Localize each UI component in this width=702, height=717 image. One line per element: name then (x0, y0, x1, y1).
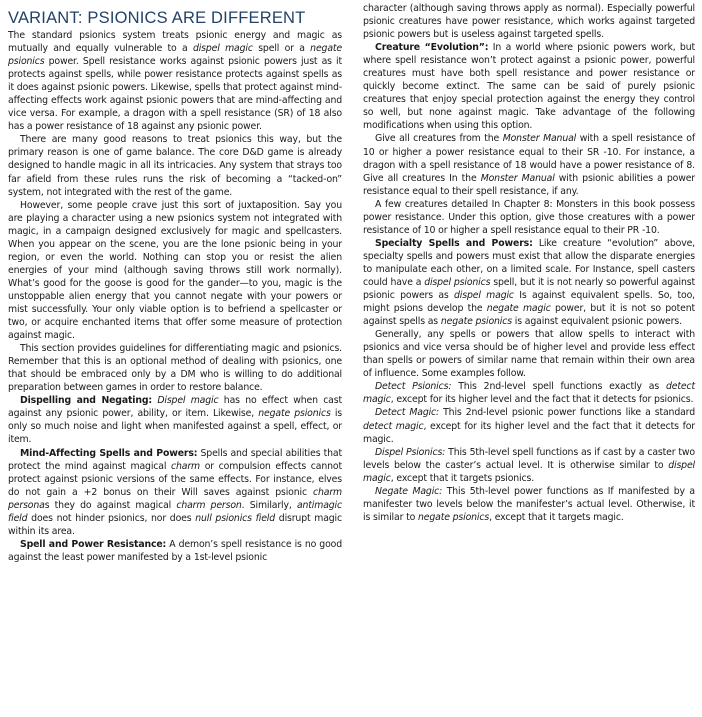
spell-name: charm (171, 460, 200, 472)
spell-name: charm person (176, 499, 242, 511)
text-run: power. Spell resistance works against psionic powers just as it protects against spells, while power resistance protects against spells as it does against psionic powers. Likewise, spells that protect against mind-affecting effects work against psionic powers that are mind-affecting and vice versa. For example, a dragon with a spell resistance (SR) of 18 also has a power resistance of 18 against any psionic power. (8, 56, 342, 133)
text-run: with a spell resistance of 10 or higher a power resistance equal to their SR -10. For instance, a dragon with a spell resistance of 18 would have a power resistance of 8. Give all creatures In the (363, 133, 695, 184)
paragraph-specialty (363, 237, 695, 328)
entry-name: Detect Magic: (375, 407, 440, 419)
power-name: negate magic (486, 303, 551, 315)
spell-name: detect magic (363, 381, 695, 406)
paragraph-creature-evolution (363, 41, 695, 132)
paragraph-guidelines: This section provides guidelines for differentiating magic and psionics. Remember that this is an optional method of dealing with psionics, one that should be embraced only by a DM who is willing to do additional preparation between games in order to restore balance. (8, 343, 342, 394)
text-run: Is against equivalent spells. So, too, might psions develop the (363, 290, 695, 315)
text-run: spell, but it is not nearly so powerful against psionic powers as (363, 276, 696, 302)
text-run: A demon’s spell resistance is no good against the least power manifested by a 1st-level psionic (8, 538, 342, 563)
text-run: is against equivalent psionic powers. (511, 316, 682, 328)
paragraph-dispelling-negating (8, 394, 342, 446)
text-run: Give all creatures from the (375, 133, 503, 145)
text-run: does not hinder psionics, nor does (27, 512, 196, 524)
text-run: Like creature “evolution” above, specialty spells and powers must exist that allow the disparate energies to manipulate each other, on a limited scale. For Instance, spell casters could have a (363, 237, 695, 288)
text-run: has no effect when cast against any psionic power, ability, or item. Likewise, (8, 395, 342, 420)
text-run: disrupt magic within its area. (8, 512, 342, 537)
text-run: In a world where psionic powers work, but where spell resistance won’t protect against a psionic power, powerful creatures must have both spell resistance and power resistance or quickly become extinct. The same can be said of purely psionic creatures that enjoy special protection against the energy they control so well, but none against magic. Take advantage of the following modifications when using this option. (363, 42, 695, 132)
power-name: charm persona (8, 486, 342, 511)
text-run: with psionic abilities a power resistance equal to their spell resistance, if any. (363, 172, 695, 197)
paragraph-heading: Spell and Power Resistance: (20, 538, 167, 550)
paragraph-standard-system (8, 29, 342, 133)
text-run: This 2nd-level spell functions exactly as (451, 381, 666, 393)
power-name: negate psionics (417, 511, 490, 523)
text-run: power, but it is not so potent against spells as (363, 303, 695, 328)
spell-name: detect magic (363, 420, 424, 432)
paragraph-game-balance: There are many good reasons to treat psionics this way, but the primary reason is one of game balance. The core D&D game is already designed to handle magic in all its intricacies. Any system that strays too far afield from these rules runs the risk of becoming a “tacked-on” system, not integrated with the rest of the game. (8, 134, 342, 198)
paragraph-heading: Creature “Evolution”: (375, 42, 489, 54)
paragraph-spell-power-resistance (8, 538, 342, 564)
power-name: negate psionics (440, 316, 512, 328)
paragraph-juxtaposition: However, some people crave just this sort of juxtaposition. Say you are playing a character using a new psionics system not integrated with magic, in a campaign designed exclusively for magic and spellcasters. When you appear on the scene, you are the lone psionic being in your region, or even the world. Nothing can stop you or resist the alien energies of your mind (although saving throws still work normally). What’s good for the goose is good for the gander—to you, magic is the unstoppable alien energy that you cannot negate with your powers or mist successfully. Your only viable option is to befriend a spellcaster or two, or acquire enchanted items that offer some measure of protection against magic. (8, 199, 342, 342)
spell-name: Dispel magic (157, 395, 219, 407)
power-name: negate psionics (8, 43, 343, 68)
entry-name: Dispel Psionics: (375, 446, 446, 458)
book-title: Monster Manual (502, 133, 577, 145)
paragraph-heading: Mind-Affecting Spells and Powers: (20, 447, 198, 459)
paragraph-continued: character (although saving throws apply as normal). Especially powerful psionic creatures have power resistance, which works against targeted psionic powers but is useless against targeted spells. (363, 3, 695, 41)
paragraph-generally: Generally, any spells or powers that allow spells to interact with psionics and vice versa should be of higher level and provide less effect than spells or powers of similar name that remain within their own area of influence. Some examples follow. (363, 329, 695, 380)
paragraph-chapter-8: A few creatures detailed In Chapter 8: Monsters in this book possess power resistance. Under this option, give those creatures with a power resistance of 10 or higher a spell resistance equal to their PR -10. (363, 198, 695, 236)
paragraph-monster-manual (363, 132, 695, 197)
text-run: This 5th-level spell functions as if cast by a caster two levels below the caster’s actual level. It is otherwise similar to (363, 446, 695, 471)
section-title: VARIANT: PSIONICS ARE DIFFERENT (8, 9, 306, 27)
text-run: spell or a (252, 43, 311, 55)
power-name: null psionics field (195, 512, 276, 524)
text-run: The standard psionics system treats psionic energy and magic as mutually and equally vulnerable to a (8, 30, 342, 55)
entry-name: Negate Magic: (375, 485, 443, 497)
text-run: s they do against magical (44, 499, 177, 511)
spell-name: antimagic field (8, 499, 342, 524)
entry-dispel-psionics (363, 446, 695, 485)
text-run: This 5th-level power functions as If manifested by a manifester two levels below the manifester’s actual level. Otherwise, it is similar to (363, 485, 695, 523)
text-run: Spells and special abilities that protect the mind against magical (8, 447, 342, 472)
paragraph-heading: Specialty Spells and Powers: (375, 237, 533, 249)
entry-detect-psionics (363, 380, 695, 406)
spell-name: dispel magic (363, 459, 695, 484)
left-column (8, 2, 342, 564)
spell-name: dispel psionics (424, 276, 491, 288)
text-run: , except that it targets psionics. (390, 472, 535, 484)
right-column (363, 2, 695, 524)
text-run: , except that it targets magic. (489, 511, 624, 523)
paragraph-heading: Dispelling and Negating: (20, 395, 152, 407)
text-run: , except for its higher level and the fact that it detects for magic. (363, 420, 695, 445)
text-run: . Similarly, (241, 499, 297, 511)
entry-name: Detect Psionics: (375, 381, 452, 393)
text-run: This 2nd-level psionic power functions like a standard (439, 407, 695, 419)
spell-name: dispel magic (454, 290, 514, 302)
book-title: Monster Manual (480, 172, 555, 184)
text-run: , except for its higher level and the fact that it detects for psionics. (390, 394, 694, 406)
text-run: or compulsion effects cannot protect against psionic versions of the same effects. For instance, elves do not gain a +2 bonus on their Will saves against psionic (8, 460, 342, 498)
entry-negate-magic (363, 485, 695, 524)
paragraph-mind-affecting (8, 447, 342, 538)
entry-detect-magic (363, 406, 695, 445)
text-run: is only so much noise and light when manifested against a spell, effect, or item. (8, 408, 343, 446)
spell-name: dispel magic (192, 43, 253, 55)
power-name: negate psionics (258, 408, 331, 420)
